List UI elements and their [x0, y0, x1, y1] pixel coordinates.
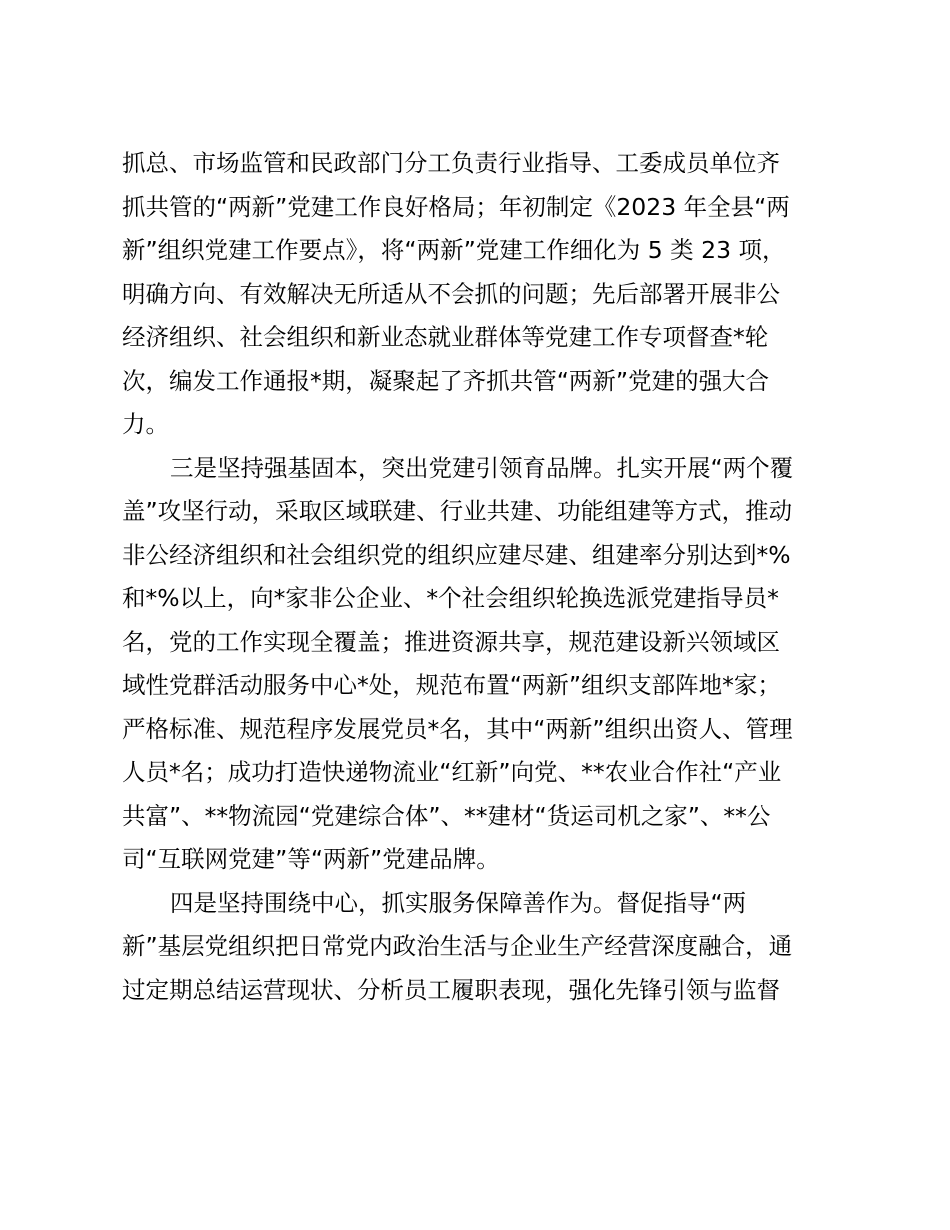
text-line: 新”组织党建工作要点》，将“两新”党建工作细化为 5 类 23 项， — [122, 236, 786, 264]
text-line: 盖”攻坚行动，采取区域联建、行业共建、功能组建等方式，推动 — [122, 497, 793, 525]
text-line: 新”基层党组织把日常党内政治生活与企业生产经营深度融合，通 — [122, 932, 793, 960]
body-text — [122, 142, 842, 1012]
text-line: 力。 — [122, 410, 169, 438]
text-line: 抓共管的“两新”党建工作良好格局；年初制定《2023 年全县“两 — [122, 192, 790, 221]
text-line: 和*%以上，向*家非公企业、*个社会组织轮换选派党建指导员* — [122, 584, 779, 612]
paragraph-start-line: 四是坚持围绕中心，抓实服务保障善作为。督促指导“两 — [170, 888, 747, 917]
text-line: 司“互联网党建”等“两新”党建品牌。 — [122, 845, 500, 873]
text-line: 人员*名；成功打造快递物流业“红新”向党、**农业合作社“产业 — [122, 758, 782, 786]
text-line: 域性党群活动服务中心*处，规范布置“两新”组织支部阵地*家； — [122, 671, 781, 699]
text-line: 抓总、市场监管和民政部门分工负责行业指导、工委成员单位齐 — [122, 149, 780, 177]
text-line: 名，党的工作实现全覆盖；推进资源共享，规范建设新兴领域区 — [122, 627, 780, 656]
text-line: 共富”、**物流园“党建综合体”、**建材“货运司机之家”、**公 — [122, 801, 771, 830]
text-line: 过定期总结运营现状、分析员工履职表现，强化先锋引领与监督 — [122, 975, 780, 1004]
text-line: 次，编发工作通报*期，凝聚起了齐抓共管“两新”党建的强大合 — [122, 366, 770, 395]
text-line: 非公经济组织和社会组织党的组织应建尽建、组建率分别达到*% — [122, 540, 791, 569]
text-line: 明确方向、有效解决无所适从不会抓的问题；先后部署开展非公 — [122, 279, 780, 308]
text-line: 严格标准、规范程序发展党员*名，其中“两新”组织出资人、管理 — [122, 714, 793, 743]
paragraph-start-line: 三是坚持强基固本，突出党建引领育品牌。扎实开展“两个覆 — [170, 453, 794, 482]
text-line: 经济组织、社会组织和新业态就业群体等党建工作专项督查*轮 — [122, 323, 769, 351]
